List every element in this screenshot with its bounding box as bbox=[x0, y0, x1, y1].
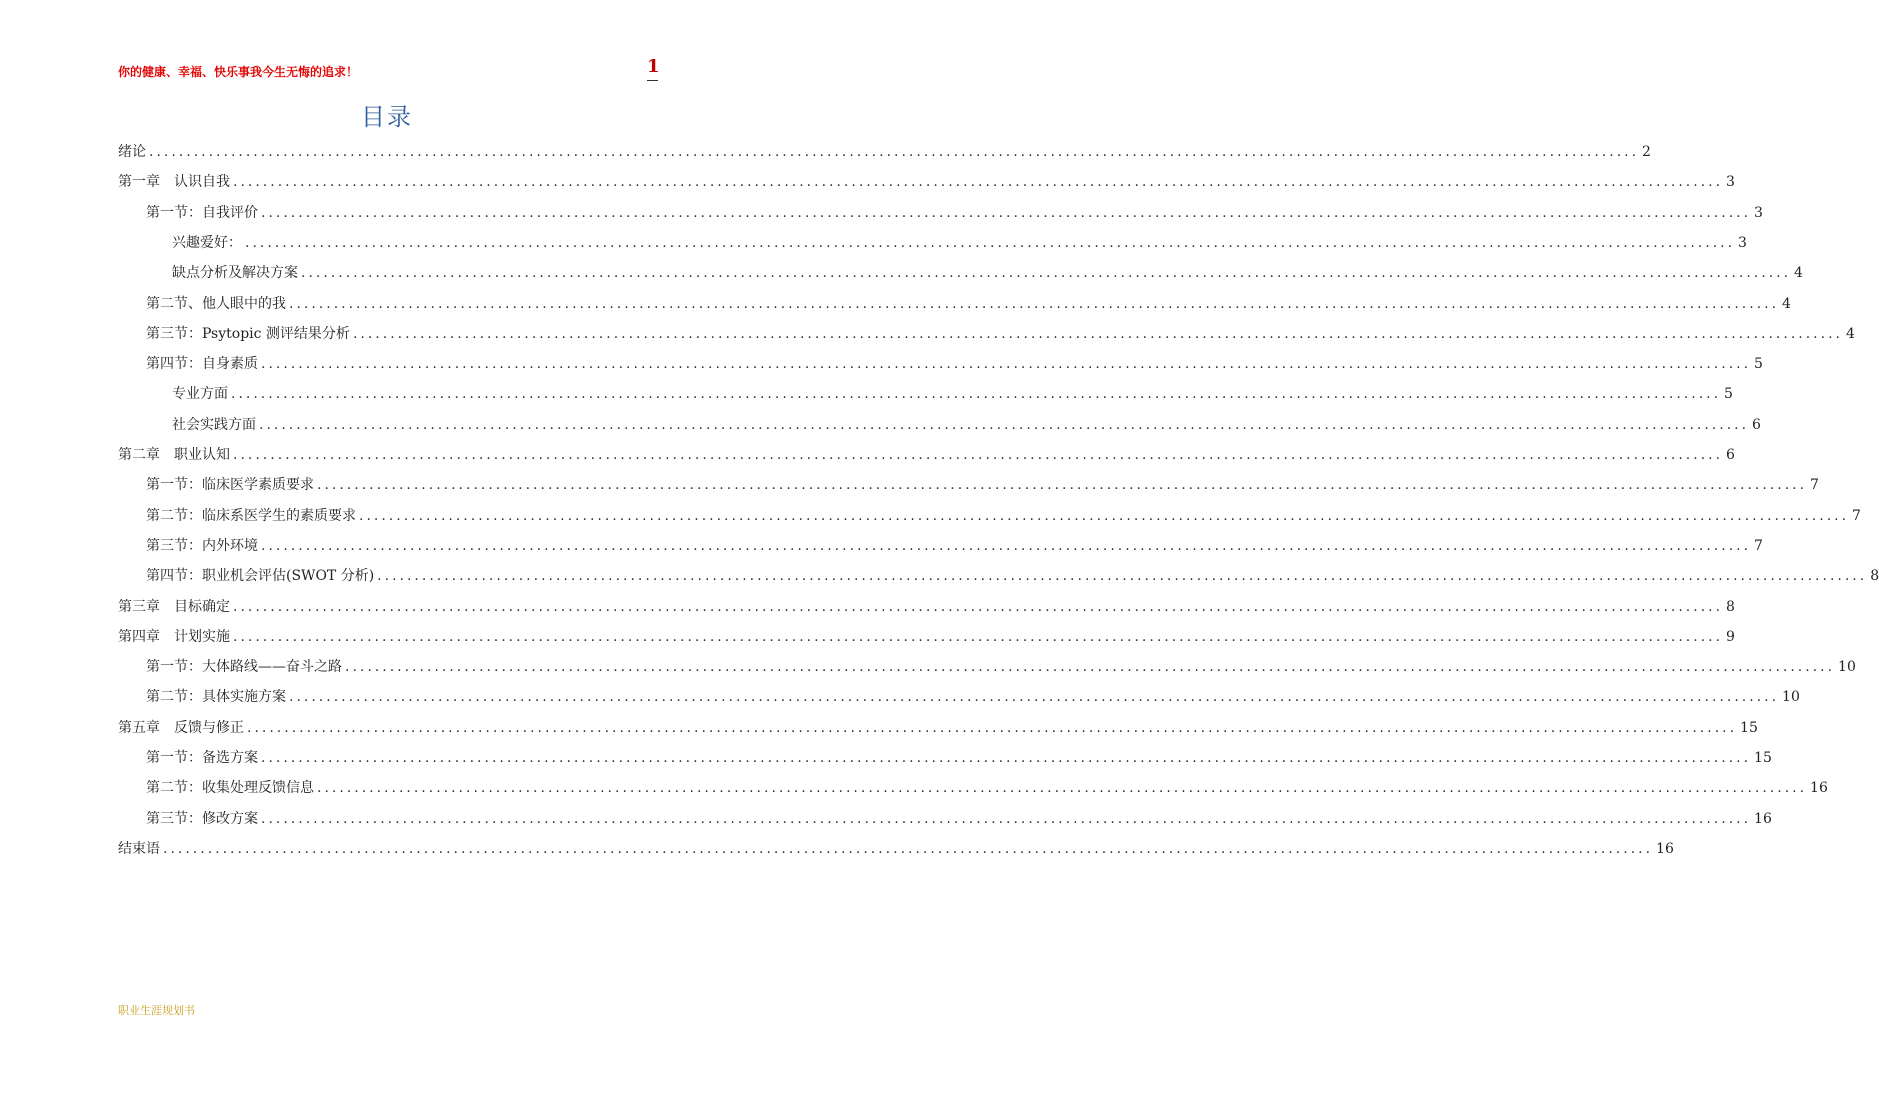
toc-entry-page: 3 bbox=[1738, 235, 1747, 251]
toc-entry-label: 第一节：大体路线——奋斗之路 bbox=[146, 659, 342, 675]
toc-entry[interactable] bbox=[118, 599, 1735, 615]
toc-entry-page: 3 bbox=[1754, 205, 1763, 221]
toc-entry[interactable] bbox=[146, 659, 1856, 675]
toc-dot-leader: ........................................................................................................................................................................................................ bbox=[261, 205, 1752, 221]
toc-dot-leader: ........................................................................................................................................................................................................ bbox=[289, 296, 1780, 312]
toc-title: 目录 bbox=[361, 103, 413, 131]
toc-dot-leader: ........................................................................................................................................................................................................ bbox=[301, 265, 1792, 281]
toc-entry-page: 8 bbox=[1870, 568, 1879, 584]
toc-dot-leader: ........................................................................................................................................................................................................ bbox=[233, 447, 1724, 463]
toc-entry-page: 16 bbox=[1754, 811, 1772, 827]
toc-dot-leader: ........................................................................................................................................................................................................ bbox=[261, 750, 1752, 766]
toc-entry-label: 第二章 职业认知 bbox=[118, 447, 230, 463]
toc-entry[interactable] bbox=[146, 205, 1763, 221]
toc-entry-label: 第一节：自我评价 bbox=[146, 205, 258, 221]
toc-entry-page: 5 bbox=[1724, 386, 1733, 402]
toc-entry-label: 结束语 bbox=[118, 841, 160, 857]
page-number-underline bbox=[647, 80, 658, 81]
toc-entry[interactable] bbox=[172, 265, 1803, 281]
page-number: 1 bbox=[647, 56, 660, 77]
toc-dot-leader: ........................................................................................................................................................................................................ bbox=[261, 538, 1752, 554]
toc-entry-label: 绪论 bbox=[118, 144, 146, 160]
toc-entry-label: 第四节：职业机会评估(SWOT 分析) bbox=[146, 568, 375, 584]
toc-entry-page: 9 bbox=[1726, 629, 1735, 645]
header-slogan: 你的健康、幸福、快乐事我今生无悔的追求！ bbox=[118, 65, 359, 79]
toc-dot-leader: ........................................................................................................................................................................................................ bbox=[247, 720, 1738, 736]
toc-entry-page: 5 bbox=[1754, 356, 1763, 372]
toc-entry-page: 7 bbox=[1852, 508, 1861, 524]
toc-entry-page: 8 bbox=[1726, 599, 1735, 615]
toc-dot-leader: ........................................................................................................................................................................................................ bbox=[261, 356, 1752, 372]
toc-entry-page: 6 bbox=[1726, 447, 1735, 463]
toc-entry-label: 第三节：内外环境 bbox=[146, 538, 258, 554]
toc-entry[interactable] bbox=[172, 235, 1747, 251]
toc-dot-leader: ........................................................................................................................................................................................................ bbox=[352, 326, 1843, 342]
toc-entry-label: 第四节：自身素质 bbox=[146, 356, 258, 372]
toc-dot-leader: ........................................................................................................................................................................................................ bbox=[317, 477, 1808, 493]
toc-entry[interactable] bbox=[172, 417, 1761, 433]
toc-entry-page: 2 bbox=[1642, 144, 1651, 160]
toc-dot-leader: ........................................................................................................................................................................................................ bbox=[317, 780, 1808, 796]
toc-entry-label: 缺点分析及解决方案 bbox=[172, 265, 298, 281]
toc-entry-label: 第三章 目标确定 bbox=[118, 599, 230, 615]
footer-note: 职业生涯规划书 bbox=[118, 1004, 195, 1017]
toc-entry-label: 第二节、他人眼中的我 bbox=[146, 296, 286, 312]
toc-dot-leader: ........................................................................................................................................................................................................ bbox=[231, 386, 1722, 402]
toc-entry-label: 第二节：具体实施方案 bbox=[146, 689, 286, 705]
toc-dot-leader: ........................................................................................................................................................................................................ bbox=[233, 174, 1724, 190]
toc-entry-page: 7 bbox=[1810, 477, 1819, 493]
toc-entry-label: 第二节：临床系医学生的素质要求 bbox=[146, 508, 356, 524]
toc-entry-label: 专业方面 bbox=[172, 386, 228, 402]
toc-entry-label: 第三节：Psytopic 测评结果分析 bbox=[146, 326, 350, 342]
toc-entry[interactable] bbox=[146, 538, 1763, 554]
toc-dot-leader: ........................................................................................................................................................................................................ bbox=[261, 811, 1752, 827]
toc-entry[interactable] bbox=[146, 568, 1879, 584]
toc-entry-page: 7 bbox=[1754, 538, 1763, 554]
toc-dot-leader: ........................................................................................................................................................................................................ bbox=[245, 235, 1736, 251]
toc-entry-label: 第四章 计划实施 bbox=[118, 629, 230, 645]
toc-entry[interactable] bbox=[146, 477, 1819, 493]
toc-entry-label: 第一节：备选方案 bbox=[146, 750, 258, 766]
toc-entry-page: 3 bbox=[1726, 174, 1735, 190]
toc-entry-page: 16 bbox=[1810, 780, 1828, 796]
toc-entry[interactable] bbox=[146, 811, 1772, 827]
toc-entry-page: 15 bbox=[1754, 750, 1772, 766]
toc-entry-page: 16 bbox=[1656, 841, 1674, 857]
toc-entry-page: 4 bbox=[1794, 265, 1803, 281]
toc-entry-page: 10 bbox=[1782, 689, 1800, 705]
toc-entry[interactable] bbox=[118, 720, 1758, 736]
toc-entry-label: 兴趣爱好： bbox=[172, 235, 242, 251]
toc-dot-leader: ........................................................................................................................................................................................................ bbox=[233, 629, 1724, 645]
toc-entry[interactable] bbox=[118, 144, 1651, 160]
toc-entry-page: 4 bbox=[1782, 296, 1791, 312]
toc-entry-page: 15 bbox=[1740, 720, 1758, 736]
toc-dot-leader: ........................................................................................................................................................................................................ bbox=[377, 568, 1868, 584]
toc-dot-leader: ........................................................................................................................................................................................................ bbox=[149, 144, 1640, 160]
toc-entry[interactable] bbox=[146, 689, 1800, 705]
toc-entry-page: 4 bbox=[1845, 326, 1855, 342]
toc-entry[interactable] bbox=[146, 356, 1763, 372]
toc-dot-leader: ........................................................................................................................................................................................................ bbox=[289, 689, 1780, 705]
toc-entry-label: 第五章 反馈与修正 bbox=[118, 720, 244, 736]
toc-entry[interactable] bbox=[146, 326, 1855, 342]
toc-entry-page: 6 bbox=[1752, 417, 1761, 433]
toc-entry[interactable] bbox=[146, 780, 1828, 796]
toc-entry-label: 第二节：收集处理反馈信息 bbox=[146, 780, 314, 796]
toc-entry-label: 社会实践方面 bbox=[172, 417, 256, 433]
toc-dot-leader: ........................................................................................................................................................................................................ bbox=[259, 417, 1750, 433]
toc-dot-leader: ........................................................................................................................................................................................................ bbox=[163, 841, 1654, 857]
toc-dot-leader: ........................................................................................................................................................................................................ bbox=[233, 599, 1724, 615]
toc-entry[interactable] bbox=[118, 447, 1735, 463]
toc-entry-label: 第一章 认识自我 bbox=[118, 174, 230, 190]
toc-entry-label: 第三节：修改方案 bbox=[146, 811, 258, 827]
toc-entry-page: 10 bbox=[1838, 659, 1856, 675]
toc-entry[interactable] bbox=[146, 508, 1861, 524]
toc-entry-label: 第一节：临床医学素质要求 bbox=[146, 477, 314, 493]
toc-dot-leader: ........................................................................................................................................................................................................ bbox=[345, 659, 1836, 675]
toc-entry[interactable] bbox=[172, 386, 1733, 402]
toc-entry[interactable] bbox=[118, 174, 1735, 190]
toc-entry[interactable] bbox=[146, 750, 1772, 766]
toc-entry[interactable] bbox=[118, 841, 1674, 857]
toc-entry[interactable] bbox=[118, 629, 1735, 645]
toc-dot-leader: ........................................................................................................................................................................................................ bbox=[359, 508, 1850, 524]
toc-entry[interactable] bbox=[146, 296, 1791, 312]
